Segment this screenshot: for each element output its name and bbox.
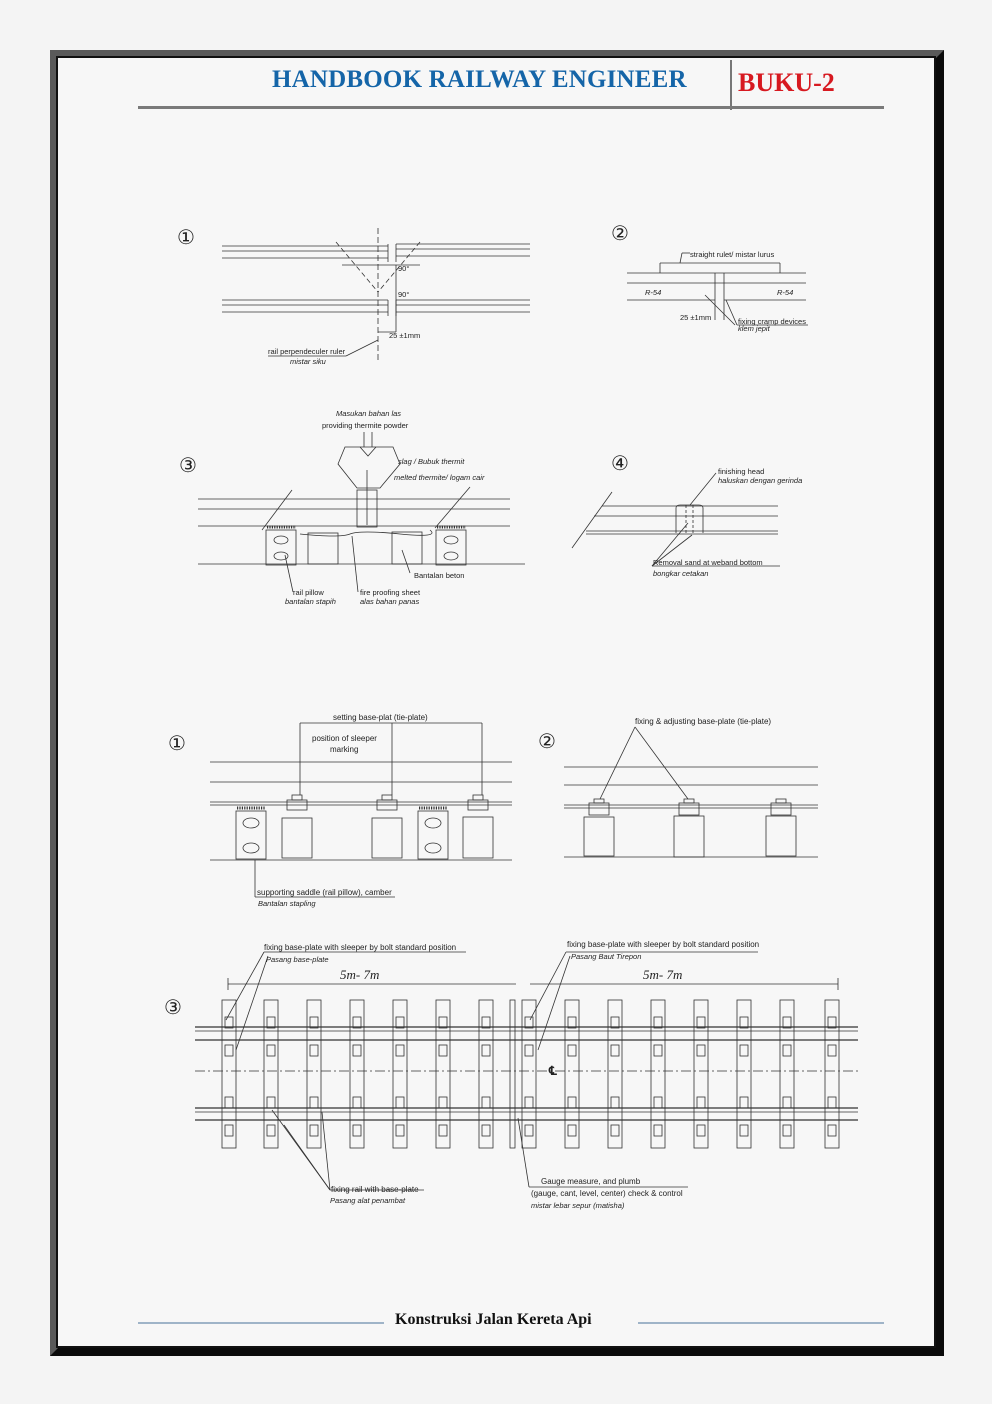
sleeper [393,1000,407,1148]
baseplate-fig2-number: ② [538,729,556,753]
angle-top: 90° [398,264,410,273]
welding-fig2-number: ② [611,221,629,245]
base-plate [225,1017,233,1028]
removal-label-en: Removal sand at weband bottom [653,558,763,567]
sleeper [737,1000,751,1148]
base-plate [310,1125,318,1136]
base-plate [783,1125,791,1136]
welding-figure-3 [198,432,525,592]
cramp-label-en: fixing cramp devices [738,317,806,326]
base-plate [482,1017,490,1028]
base-plate [697,1097,705,1108]
rail-type-right: R-54 [777,288,794,297]
removal-label-id: bongkar cetakan [653,569,709,578]
base-plate [225,1125,233,1136]
sleeper [780,1000,794,1148]
footer-title: Konstruksi Jalan Kereta Api [395,1311,592,1328]
base-plate [525,1125,533,1136]
left-bolt-label-en: fixing base-plate with sleeper by bolt standard position [264,943,457,952]
sleeper [222,1000,236,1148]
base-plate [783,1017,791,1028]
base-plate [353,1125,361,1136]
base-plate [654,1017,662,1028]
base-plate [568,1017,576,1028]
base-plate [568,1125,576,1136]
base-plate [828,1097,836,1108]
base-plate [267,1017,275,1028]
gauge-ruler [510,1000,515,1148]
base-plate [267,1125,275,1136]
base-plate [439,1045,447,1056]
sheet-label-id: alas bahan panas [360,597,420,606]
gap-fig1: 25 ±1mm [389,331,421,340]
base-plate [654,1045,662,1056]
welding-figure-1 [222,228,530,362]
base-plate [654,1097,662,1108]
sleeper [307,1000,321,1148]
sleeper [264,1000,278,1148]
welding-fig4-number: ④ [611,451,629,475]
span-right: 5m- 7m [643,967,683,982]
melted-label: melted thermite/ logam cair [394,473,485,482]
saddle-label-en: supporting saddle (rail pillow), camber [257,888,392,897]
base-plate [740,1045,748,1056]
welding-fig3-number: ③ [179,453,197,477]
sleeper [608,1000,622,1148]
base-plate [611,1045,619,1056]
base-plate [611,1125,619,1136]
base-plate [697,1045,705,1056]
sleepers [222,1000,839,1148]
base-plate [310,1017,318,1028]
span-left: 5m- 7m [340,967,380,982]
base-plate [482,1097,490,1108]
footer-rule-left [138,1322,384,1324]
gauge-label-1: Gauge measure, and plumb [541,1177,641,1186]
setting-label: setting base-plat (tie-plate) [333,713,428,722]
base-plate [353,1017,361,1028]
position-label-1: position of sleeper [312,734,377,743]
base-plate [828,1045,836,1056]
base-plate [482,1045,490,1056]
base-plate [267,1045,275,1056]
base-plate [525,1097,533,1108]
baseplate-figure-3 [195,952,858,1190]
base-plate [439,1017,447,1028]
base-plate [396,1097,404,1108]
base-plate [310,1045,318,1056]
base-plate [310,1097,318,1108]
right-bolt-label-en: fixing base-plate with sleeper by bolt standard position [567,940,760,949]
rail-fix-label-id: Pasang alat penambat [330,1196,406,1205]
base-plate [525,1045,533,1056]
finish-label-id: haluskan dengan gerinda [718,476,803,485]
angle-mid: 90° [398,290,410,299]
base-plate [740,1125,748,1136]
ruler-label-id: mistar siku [290,357,326,366]
straight-ruler-label: straight rulet/ mistar lurus [690,250,775,259]
beton-label: Bantalan beton [414,571,465,580]
left-bolt-label-id: Pasang base-plate [266,955,329,964]
position-label-2: marking [330,745,359,754]
base-plate [697,1017,705,1028]
sleeper [694,1000,708,1148]
footer-rule-right [638,1322,884,1324]
base-plate [396,1045,404,1056]
base-plate [740,1097,748,1108]
thermite-label-en: providing thermite powder [322,421,409,430]
baseplate-figure-1 [210,723,512,897]
sleeper [651,1000,665,1148]
centerline-symbol: ℄ [549,1064,557,1078]
base-plate [482,1125,490,1136]
pillow-label-en: rail pillow [293,588,324,597]
base-plate [267,1097,275,1108]
base-plate [654,1125,662,1136]
baseplate-figure-2 [564,727,818,857]
sleeper [350,1000,364,1148]
base-plate [740,1017,748,1028]
base-plate [225,1045,233,1056]
rail-type-left: R-54 [645,288,662,297]
base-plate [396,1017,404,1028]
base-plate [439,1097,447,1108]
ruler-label-en: rail perpendeculer ruler [268,347,346,356]
right-bolt-label-id: Pasang Baut Tirepon [571,952,642,961]
base-plate [828,1125,836,1136]
base-plate [828,1017,836,1028]
thermite-label-id: Masukan bahan las [336,409,402,418]
gauge-label-id: mistar lebar sepur (matisha) [531,1201,625,1210]
fixing-adjusting-label: fixing & adjusting base-plate (tie-plate) [635,717,772,726]
welding-figure-4 [572,473,780,566]
base-plate [568,1045,576,1056]
base-plate [697,1125,705,1136]
sheet-label-en: fire proofing sheet [360,588,421,597]
base-plate [611,1097,619,1108]
base-plate [439,1125,447,1136]
base-plate [568,1097,576,1108]
handbook-title: HANDBOOK RAILWAY ENGINEER [272,66,687,93]
base-plate [525,1017,533,1028]
base-plate [353,1097,361,1108]
baseplate-fig3-number: ③ [164,995,182,1019]
baseplate-fig1-number: ① [168,731,186,755]
sleeper [479,1000,493,1148]
rail-fix-label-en: fixing rail with base-plate [331,1185,419,1194]
base-plate [396,1125,404,1136]
gauge-label-2: (gauge, cant, level, center) check & control [531,1189,683,1198]
book-number: BUKU-2 [738,68,835,97]
welding-fig1-number: ① [177,225,195,249]
base-plate [783,1045,791,1056]
gap-fig2: 25 ±1mm [680,313,712,322]
sleeper [436,1000,450,1148]
slag-label: slag / Bubuk thermit [398,457,465,466]
cramp-label-id: klem jepit [738,324,770,333]
saddle-label-id: Bantalan stapling [258,899,316,908]
pillow-label-id: bantalan stapih [285,597,336,606]
sleeper [825,1000,839,1148]
sleeper [522,1000,536,1148]
sleeper [565,1000,579,1148]
finish-label-en: finishing head [718,467,765,476]
base-plate [225,1097,233,1108]
base-plate [783,1097,791,1108]
base-plate [353,1045,361,1056]
base-plate [611,1017,619,1028]
